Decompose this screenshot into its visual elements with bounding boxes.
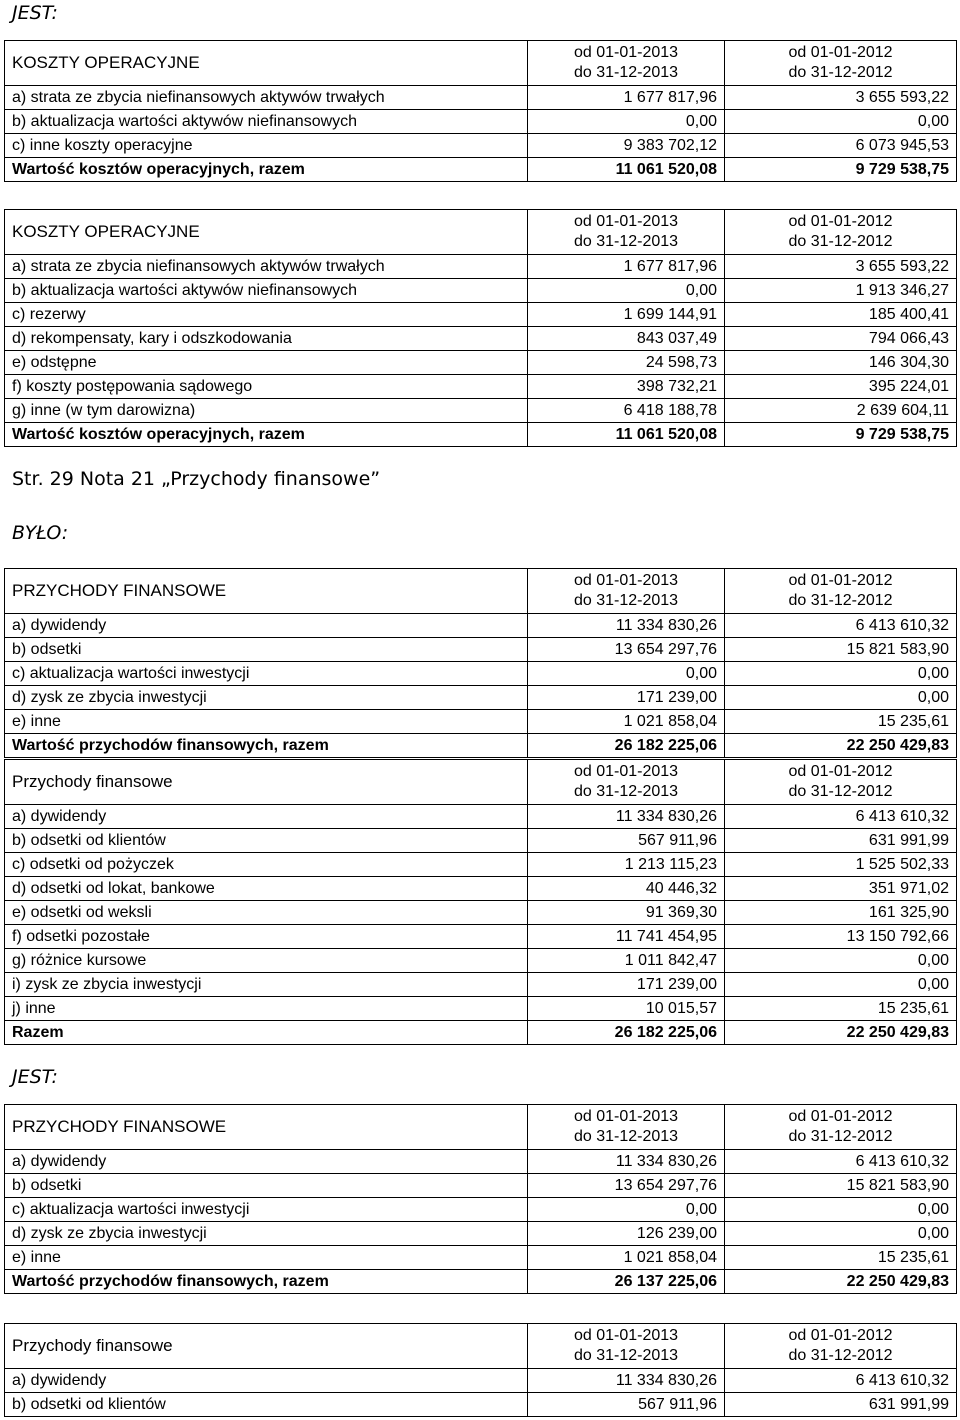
- table-title: KOSZTY OPERACYJNE: [5, 41, 528, 86]
- table-title: PRZYCHODY FINANSOWE: [5, 569, 528, 614]
- table-row: [5, 662, 957, 686]
- value-2012: 15 235,61: [725, 997, 957, 1021]
- row-label: b) odsetki: [5, 638, 528, 662]
- value-2012: 146 304,30: [725, 351, 957, 375]
- value-2013: 6 418 188,78: [528, 399, 725, 423]
- heading-str29-nota21: Str. 29 Nota 21 „Przychody finansowe”: [12, 468, 381, 490]
- value-2012: 15 235,61: [725, 710, 957, 734]
- total-row: [5, 158, 957, 182]
- row-label: b) aktualizacja wartości aktywów niefinansowych: [5, 279, 528, 303]
- value-2012: 0,00: [725, 1198, 957, 1222]
- row-label: f) koszty postępowania sądowego: [5, 375, 528, 399]
- row-label: Wartość przychodów finansowych, razem: [5, 734, 528, 758]
- heading-jest-2: JEST:: [12, 1066, 58, 1088]
- table-row: [5, 110, 957, 134]
- value-2013: 398 732,21: [528, 375, 725, 399]
- value-2013: 26 182 225,06: [528, 734, 725, 758]
- value-2012: 22 250 429,83: [725, 1021, 957, 1045]
- row-label: a) strata ze zbycia niefinansowych aktywów trwałych: [5, 86, 528, 110]
- table-row: [5, 327, 957, 351]
- table-row: [5, 829, 957, 853]
- table-row: [5, 949, 957, 973]
- table-przychody-finansowe-bylo: [4, 568, 957, 758]
- value-2013: 11 334 830,26: [528, 614, 725, 638]
- row-label: c) rezerwy: [5, 303, 528, 327]
- value-2012: 9 729 538,75: [725, 423, 957, 447]
- value-2012: 22 250 429,83: [725, 1270, 957, 1294]
- value-2013: 11 061 520,08: [528, 423, 725, 447]
- row-label: d) odsetki od lokat, bankowe: [5, 877, 528, 901]
- total-row: [5, 1270, 957, 1294]
- heading-bylo: BYŁO:: [12, 522, 69, 544]
- row-label: c) aktualizacja wartości inwestycji: [5, 1198, 528, 1222]
- period-2013: od 01-01-2013 do 31-12-2013: [528, 210, 725, 255]
- value-2012: 185 400,41: [725, 303, 957, 327]
- row-label: a) strata ze zbycia niefinansowych aktywów trwałych: [5, 255, 528, 279]
- value-2012: 631 991,99: [725, 829, 957, 853]
- row-label: e) odsetki od weksli: [5, 901, 528, 925]
- value-2013: 0,00: [528, 279, 725, 303]
- table-row: [5, 134, 957, 158]
- row-label: a) dywidendy: [5, 1369, 528, 1393]
- value-2012: 15 821 583,90: [725, 638, 957, 662]
- value-2013: 13 654 297,76: [528, 1174, 725, 1198]
- value-2012: 1 525 502,33: [725, 853, 957, 877]
- table-row: [5, 901, 957, 925]
- period-2012: od 01-01-2012 do 31-12-2012: [725, 1324, 957, 1369]
- value-2012: 0,00: [725, 973, 957, 997]
- table-title: KOSZTY OPERACYJNE: [5, 210, 528, 255]
- value-2013: 11 334 830,26: [528, 1150, 725, 1174]
- table-title: Przychody finansowe: [5, 1324, 528, 1369]
- value-2012: 395 224,01: [725, 375, 957, 399]
- row-label: Wartość kosztów operacyjnych, razem: [5, 158, 528, 182]
- value-2012: 1 913 346,27: [725, 279, 957, 303]
- table-row: [5, 1369, 957, 1393]
- period-2012: od 01-01-2012 do 31-12-2012: [725, 760, 957, 805]
- table-row: [5, 925, 957, 949]
- table-row: [5, 997, 957, 1021]
- value-2012: 6 073 945,53: [725, 134, 957, 158]
- row-label: d) zysk ze zbycia inwestycji: [5, 686, 528, 710]
- value-2013: 9 383 702,12: [528, 134, 725, 158]
- row-label: Razem: [5, 1021, 528, 1045]
- period-2013: od 01-01-2013 do 31-12-2013: [528, 1324, 725, 1369]
- row-label: c) inne koszty operacyjne: [5, 134, 528, 158]
- value-2012: 6 413 610,32: [725, 1369, 957, 1393]
- table-row: [5, 805, 957, 829]
- row-label: e) odstępne: [5, 351, 528, 375]
- row-label: a) dywidendy: [5, 614, 528, 638]
- value-2013: 1 011 842,47: [528, 949, 725, 973]
- period-2013: od 01-01-2013 do 31-12-2013: [528, 569, 725, 614]
- row-label: e) inne: [5, 1246, 528, 1270]
- value-2013: 843 037,49: [528, 327, 725, 351]
- table-title: Przychody finansowe: [5, 760, 528, 805]
- value-2012: 22 250 429,83: [725, 734, 957, 758]
- value-2012: 351 971,02: [725, 877, 957, 901]
- period-2013: od 01-01-2013 do 31-12-2013: [528, 41, 725, 86]
- total-row: [5, 423, 957, 447]
- value-2013: 26 182 225,06: [528, 1021, 725, 1045]
- value-2012: 3 655 593,22: [725, 255, 957, 279]
- total-row: [5, 1021, 957, 1045]
- table-row: [5, 279, 957, 303]
- row-label: d) zysk ze zbycia inwestycji: [5, 1222, 528, 1246]
- table-row: [5, 86, 957, 110]
- table-row: [5, 1198, 957, 1222]
- value-2012: 631 991,99: [725, 1393, 957, 1417]
- table-row: [5, 375, 957, 399]
- table-row: [5, 853, 957, 877]
- table-koszty-operacyjne-detail: [4, 209, 957, 447]
- row-label: g) inne (w tym darowizna): [5, 399, 528, 423]
- value-2012: 794 066,43: [725, 327, 957, 351]
- table-row: [5, 1174, 957, 1198]
- table-row: [5, 710, 957, 734]
- value-2013: 1 213 115,23: [528, 853, 725, 877]
- row-label: b) aktualizacja wartości aktywów niefinansowych: [5, 110, 528, 134]
- table-title: PRZYCHODY FINANSOWE: [5, 1105, 528, 1150]
- table-row: [5, 255, 957, 279]
- table-row: [5, 686, 957, 710]
- value-2012: 3 655 593,22: [725, 86, 957, 110]
- value-2013: 567 911,96: [528, 829, 725, 853]
- value-2013: 26 137 225,06: [528, 1270, 725, 1294]
- value-2013: 13 654 297,76: [528, 638, 725, 662]
- period-2012: od 01-01-2012 do 31-12-2012: [725, 1105, 957, 1150]
- value-2012: 2 639 604,11: [725, 399, 957, 423]
- table-przychody-finansowe-detail-jest: [4, 1323, 957, 1417]
- total-row: [5, 734, 957, 758]
- row-label: i) zysk ze zbycia inwestycji: [5, 973, 528, 997]
- table-row: [5, 1222, 957, 1246]
- period-2012: od 01-01-2012 do 31-12-2012: [725, 210, 957, 255]
- value-2012: 0,00: [725, 110, 957, 134]
- value-2013: 1 021 858,04: [528, 710, 725, 734]
- value-2012: 0,00: [725, 686, 957, 710]
- value-2012: 13 150 792,66: [725, 925, 957, 949]
- value-2013: 40 446,32: [528, 877, 725, 901]
- value-2013: 0,00: [528, 110, 725, 134]
- table-row: [5, 1246, 957, 1270]
- value-2013: 11 334 830,26: [528, 1369, 725, 1393]
- value-2013: 11 334 830,26: [528, 805, 725, 829]
- value-2013: 1 699 144,91: [528, 303, 725, 327]
- row-label: b) odsetki od klientów: [5, 1393, 528, 1417]
- row-label: Wartość przychodów finansowych, razem: [5, 1270, 528, 1294]
- row-label: g) różnice kursowe: [5, 949, 528, 973]
- value-2013: 0,00: [528, 1198, 725, 1222]
- table-row: [5, 614, 957, 638]
- row-label: f) odsetki pozostałe: [5, 925, 528, 949]
- table-row: [5, 1393, 957, 1417]
- value-2012: 0,00: [725, 949, 957, 973]
- row-label: d) rekompensaty, kary i odszkodowania: [5, 327, 528, 351]
- value-2013: 1 021 858,04: [528, 1246, 725, 1270]
- table-row: [5, 351, 957, 375]
- table-koszty-operacyjne-jest: [4, 40, 957, 182]
- value-2012: 6 413 610,32: [725, 614, 957, 638]
- value-2013: 24 598,73: [528, 351, 725, 375]
- period-2012: od 01-01-2012 do 31-12-2012: [725, 41, 957, 86]
- value-2012: 6 413 610,32: [725, 1150, 957, 1174]
- table-row: [5, 638, 957, 662]
- row-label: c) odsetki od pożyczek: [5, 853, 528, 877]
- value-2013: 1 677 817,96: [528, 255, 725, 279]
- value-2013: 1 677 817,96: [528, 86, 725, 110]
- value-2012: 15 821 583,90: [725, 1174, 957, 1198]
- value-2013: 171 239,00: [528, 973, 725, 997]
- row-label: a) dywidendy: [5, 805, 528, 829]
- period-2012: od 01-01-2012 do 31-12-2012: [725, 569, 957, 614]
- row-label: a) dywidendy: [5, 1150, 528, 1174]
- value-2012: 9 729 538,75: [725, 158, 957, 182]
- row-label: b) odsetki od klientów: [5, 829, 528, 853]
- table-row: [5, 973, 957, 997]
- value-2013: 567 911,96: [528, 1393, 725, 1417]
- period-2013: od 01-01-2013 do 31-12-2013: [528, 1105, 725, 1150]
- value-2013: 11 061 520,08: [528, 158, 725, 182]
- value-2012: 6 413 610,32: [725, 805, 957, 829]
- table-przychody-finansowe-detail-bylo: [4, 759, 957, 1045]
- value-2012: 0,00: [725, 1222, 957, 1246]
- table-row: [5, 1150, 957, 1174]
- row-label: Wartość kosztów operacyjnych, razem: [5, 423, 528, 447]
- value-2012: 0,00: [725, 662, 957, 686]
- value-2013: 91 369,30: [528, 901, 725, 925]
- value-2013: 126 239,00: [528, 1222, 725, 1246]
- row-label: j) inne: [5, 997, 528, 1021]
- table-przychody-finansowe-jest: [4, 1104, 957, 1294]
- row-label: c) aktualizacja wartości inwestycji: [5, 662, 528, 686]
- row-label: e) inne: [5, 710, 528, 734]
- value-2012: 15 235,61: [725, 1246, 957, 1270]
- heading-jest-1: JEST:: [12, 2, 58, 24]
- row-label: b) odsetki: [5, 1174, 528, 1198]
- value-2013: 10 015,57: [528, 997, 725, 1021]
- table-row: [5, 877, 957, 901]
- table-row: [5, 303, 957, 327]
- table-row: [5, 399, 957, 423]
- value-2012: 161 325,90: [725, 901, 957, 925]
- value-2013: 11 741 454,95: [528, 925, 725, 949]
- value-2013: 0,00: [528, 662, 725, 686]
- period-2013: od 01-01-2013 do 31-12-2013: [528, 760, 725, 805]
- value-2013: 171 239,00: [528, 686, 725, 710]
